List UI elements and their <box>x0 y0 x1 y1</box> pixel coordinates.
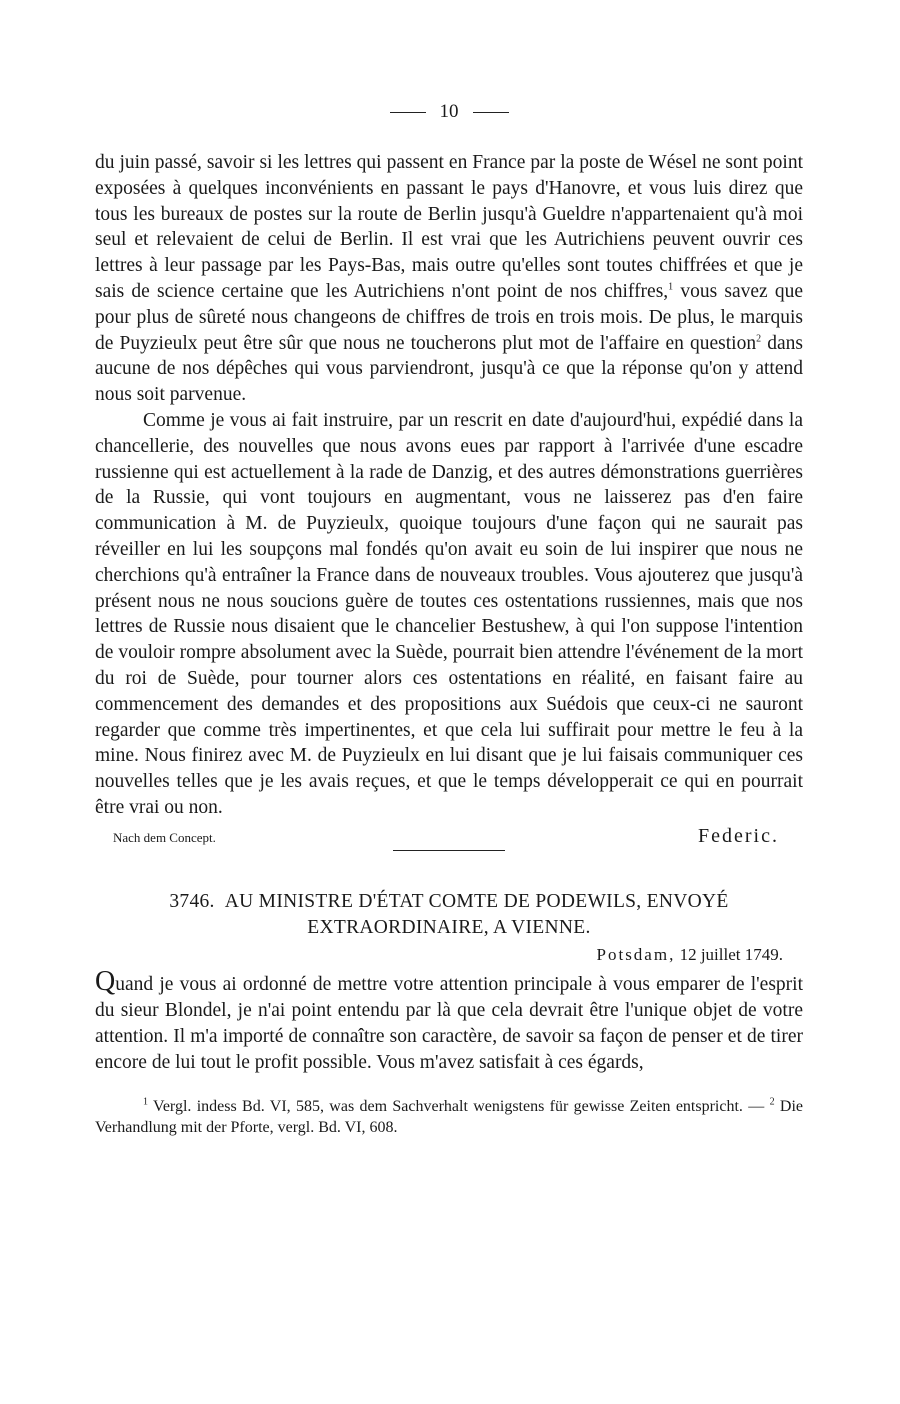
letter-paragraph-text: uand je vous ai ordonné de mettre votre attention principale à vous emparer de l'esprit du sieur Blondel, je n'ai point entendu par là que cela devrait être l'unique objet de votre attention. Il m'a importé de connaître son caractère, de savoir sa façon de penser et de tirer encore de lui tout le profit possible. Vous m'avez satisfait à ces égards, <box>95 973 803 1073</box>
letter-body <box>95 965 803 1076</box>
section-divider <box>393 850 505 851</box>
continued-letter <box>95 150 803 821</box>
footnote-2-mark: 2 <box>769 1096 775 1108</box>
dateline-date: 12 juillet 1749. <box>679 944 783 964</box>
paragraph-1-part-c: dans aucune de nos dépêches qui vous parviendront, jusqu'à ce que la réponse qu'on y attend nous soit parvenue. <box>95 332 804 406</box>
letter-heading-line-1 <box>95 889 803 915</box>
source-note: Nach dem Concept. <box>113 829 216 845</box>
footnote-ref-2: 2 <box>756 333 762 345</box>
paragraph-1-part-b: vous savez que pour plus de sûreté nous changeons de chiffres de trois en trois mois. De plus, le marquis de Puyzieulx peut être sûr que nous ne toucherons plut mot de l'affaire en question <box>95 280 803 354</box>
running-head-rule-right <box>473 112 509 113</box>
letter-paragraph <box>95 965 803 1076</box>
letter-heading <box>95 889 803 941</box>
footnote-1-text: Vergl. indess Bd. VI, 585, was dem Sachverhalt wenigstens für gewisse Zeiten entspricht. — <box>148 1097 770 1115</box>
footnotes <box>95 1096 803 1138</box>
book-page <box>95 96 803 1138</box>
signature: Federic. <box>698 824 779 847</box>
paragraph-2: Comme je vous ai fait instruire, par un rescrit en date d'aujourd'hui, expédié dans la chancellerie, des nouvelles que nous avons eues par rapport à l'arrivée d'une escadre russienne qui est actuellement à la rade de Danzig, et des autres démonstrations guerrières de la Russie, qui vont toujours en augmentant, vous ne laisserez pas d'en faire communication à M. de Puyzieulx, quoique toujours d'une façon qui ne saurait pas réveiller en lui les soupçons mal fondés qu'on avait eu soin de lui inspirer que nous ne cherchions qu'à entraîner la France dans de nouveaux troubles. Vous ajouterez que jusqu'à présent nous ne nous soucions guère de toutes ces ostentations russiennes, mais que nos lettres de Russie nous disaient que le chancelier Bestushew, à qui l'on suppose l'intention de vouloir rompre absolument avec la Suède, pourrait bien attendre l'événement de la mort du roi de Suède, pour tourner alors ces ostentations en réalité, en faisant faire au commencement des demandes et des propositions aux Suédois que ceux-ci ne sauront regarder que comme très impertinentes, et que cela lui suffirait pour mettre le feu à la mine. Nous finirez avec M. de Puyzieulx en lui disant que je lui faisais communiquer ces nouvelles telles que je les avais reçues, et que le temps développerait ce qui en pourrait être vrai ou non. <box>95 409 803 818</box>
footnote-2-text: Die Verhandlung mit der Pforte, vergl. Bd. VI, 608. <box>95 1097 804 1136</box>
footnote-1-mark: 1 <box>143 1096 148 1108</box>
dateline-place: Potsdam, <box>596 944 676 964</box>
running-head <box>95 96 803 128</box>
letter-number: 3746. <box>169 890 215 912</box>
letter-heading-title: AU MINISTRE D'ÉTAT COMTE DE PODEWILS, ENVOYÉ <box>224 890 729 912</box>
signoff <box>95 825 803 848</box>
paragraph-1-part-a: du juin passé, savoir si les lettres qui passent en France par la poste de Wésel ne sont point exposées à quelques inconvénients en passant le pays d'Hanovre, et vous luis direz que tous les bureaux de postes sur la route de Berlin jusqu'à Gueldre n'appartenaient qu'à moi seul et relevaient de celui de Berlin. Il est vrai que les Autrichiens peuvent ouvrir ces lettres à leur passage par les Pays-Bas, mais outre qu'elles sont toutes chiffrées et que je sais de science certaine que les Autrichiens n'ont point de nos chiffres, <box>95 152 803 302</box>
footnote-ref-1: 1 <box>668 281 674 293</box>
footnote-block <box>95 1096 803 1138</box>
letter-heading-line-2: EXTRAORDINAIRE, A VIENNE. <box>307 916 591 938</box>
paragraph-1 <box>95 150 803 408</box>
running-head-rule-left <box>390 112 426 113</box>
dateline <box>95 945 803 965</box>
drop-cap: Q <box>95 965 116 997</box>
page-number: 10 <box>439 101 459 122</box>
